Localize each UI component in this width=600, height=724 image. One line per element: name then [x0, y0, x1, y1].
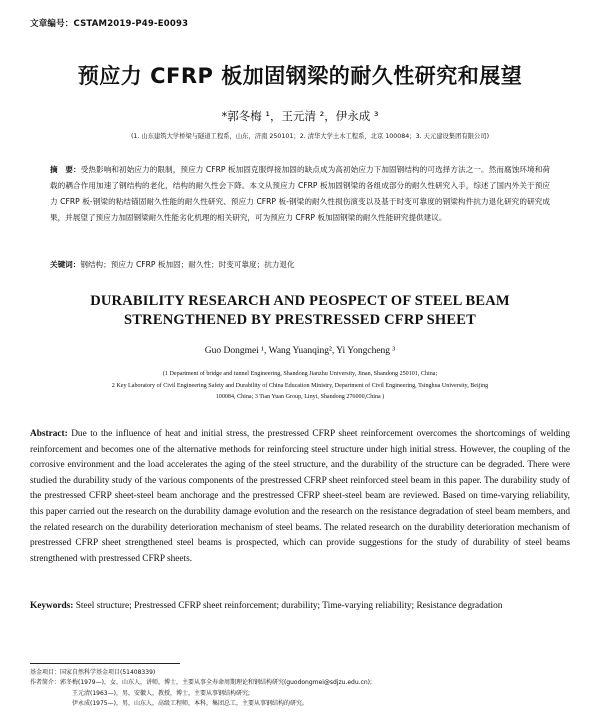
chinese-title: 预应力 CFRP 板加固钢梁的耐久性研究和展望 — [77, 64, 523, 88]
english-abstract — [30, 427, 570, 567]
english-abstract-text: Due to the influence of heat and initial stress, the prestressed CFRP sheet reinforcement overcomes the shortcomings of welding reinforcement and becomes one of the alternative methods for reinforcing steel structure under high initial stress. However, the coupling of the corrosive environment and the load accelerates the aging of the steel structure, and the durability of the structure can be degraded. There were studied the durability study of the various components of the prestressed CFRP sheet reinforced steel beam in this paper. The durability study of the prestressed CFRP sheet-steel beam anchorage and the prestressed CFRP sheet-steel beam are reviewed. Based on time-varying reliability, this paper carried out the research on the durability damage evolution and the research on the resistance degradation of steel beam members, and the related research on the durability deterioration mechanism of steel beams. The related research on the durability deterioration mechanism of prestressed CFRP sheet strengthened steel beams is prospected, which can provide suggestions for the study of durability of steel beams strengthened with prestressed CFRP sheets. — [30, 429, 571, 564]
english-authors: Guo Dongmei ¹, Wang Yuanqing², Yi Yongcheng ³ — [204, 346, 396, 356]
chinese-affiliations: (1. 山东建筑大学桥梁与隧道工程系，山东，济南 250101；2. 清华大学土木工程系，北京 100084；3. 天元建设集团有限公司) — [130, 133, 490, 140]
english-keywords — [30, 599, 570, 615]
chinese-abstract — [50, 162, 550, 226]
chinese-keywords-text: 钢结构；预应力 CFRP 板加固；耐久性；时变可靠度；抗力退化 — [80, 260, 295, 269]
chinese-keywords-label: 关键词： — [50, 260, 81, 269]
english-keywords-text: Steel structure; Prestressed CFRP sheet reinforcement; durability; Time-varying reliability; Resistance degradation — [75, 601, 503, 611]
footnote-fund: 基金项目：国家自然科学基金项目(51408339) — [30, 669, 156, 676]
footnote-author-1: 作者简介：郭冬梅(1979—)，女，山东人，讲师，博士，主要从事全寿命周期理论和钢结构研究(guodongmei@sdjzu.edu.cn); — [30, 679, 373, 687]
english-keywords-label: Keywords: — [30, 601, 74, 611]
chinese-authors: *郭冬梅 ¹，王元清 ²，伊永成 ³ — [221, 109, 379, 123]
english-affiliation-2: 2 Key Laboratory of Civil Engineering Safety and Durability of China Education Ministry, Department of Civil Engineering, Tsinghua University, Beijing — [111, 382, 489, 389]
article-number: 文章编号：CSTAM2019-P49-E0093 — [30, 19, 189, 29]
english-abstract-label: Abstract: — [30, 429, 68, 439]
english-title-line-1: DURABILITY RESEARCH AND PEOSPECT OF STEEL BEAM — [90, 293, 510, 309]
english-affiliations — [30, 369, 570, 404]
english-title — [0, 292, 600, 330]
chinese-keywords — [50, 259, 550, 270]
footnotes — [30, 668, 570, 709]
chinese-abstract-label: 摘 要： — [50, 165, 81, 174]
footnote-author-2: 王元清(1963—)，男，安徽人，教授，博士，主要从事钢结构研究; — [72, 689, 250, 697]
english-affiliation-1: (1 Department of bridge and tunnel Engineering, Shandong Jianzhu University, Jinan, Shandong 250101, China; — [162, 371, 438, 377]
english-title-line-2: STRENGTHENED BY PRESTRESSED CFRP SHEET — [124, 312, 476, 328]
footnote-divider — [30, 663, 180, 664]
english-affiliation-3: 100084, China; 3 Tian Yuan Group, Linyi, Shandong 276000,China ) — [215, 394, 385, 400]
chinese-abstract-text: 受热影响和初始应力的限制，预应力 CFRP 板加固克服焊接加固的缺点成为高初始应力下加固钢结构的可选择方法之一。然而腐蚀环境和荷载的耦合作用加速了钢结构的老化，结构的耐久性会下降。本文从预应力 CFRP 板加固钢梁的各组成部分的耐久性研究入手，综述了国内外关于预应力 CFRP 板-钢梁的粘结锚固耐久性能的耐久性研究、预应力 CFRP 板-钢梁的耐久性损伤演变以及基于时变可靠度的钢梁构件抗力退化研究的研究成果，并展望了预应力加固钢梁耐久性能劣化机理的相关研究，可为预应力 CFRP 板加固钢梁的耐久性能研究提供建议。 — [50, 165, 550, 223]
footnote-author-3: 伊永成(1975—)，男，山东人，高级工程师，本科，集团总工，主要从事钢结构的研究。 — [72, 699, 308, 707]
